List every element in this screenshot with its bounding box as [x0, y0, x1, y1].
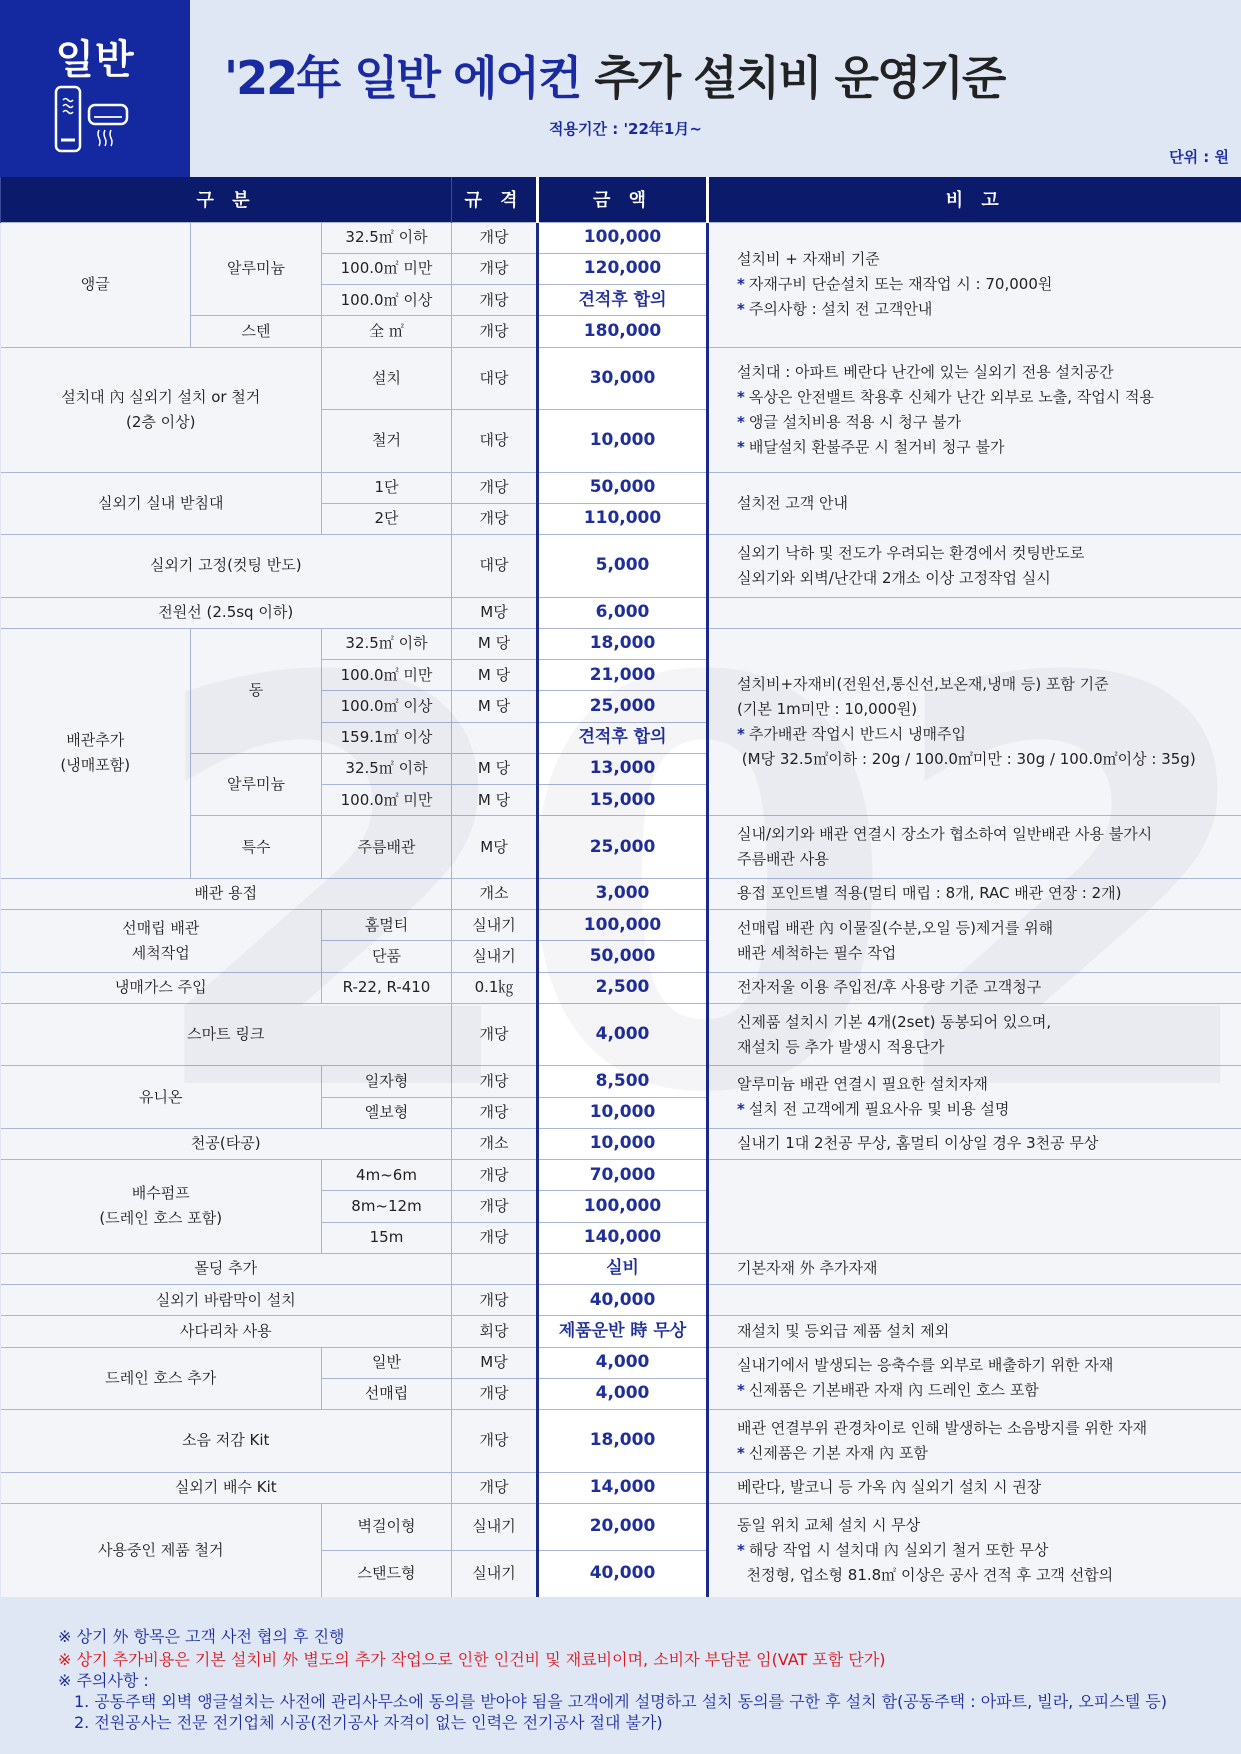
amount-cell: 15,000: [538, 785, 708, 816]
remarks-cell: [708, 816, 1241, 879]
item-cell: 15m: [322, 1222, 452, 1253]
amount-cell: 25,000: [538, 816, 708, 879]
bullet-icon: *: [737, 725, 745, 743]
header-amount: 금 액: [538, 177, 708, 222]
bullet-icon: *: [737, 437, 745, 456]
item-cell: 배관 용접: [1, 878, 452, 909]
item-cell: 실외기 실내 받침대: [1, 472, 322, 535]
remark-line: [737, 722, 1240, 747]
amount-cell: 40,000: [538, 1285, 708, 1316]
remarks-cell: [708, 972, 1241, 1003]
amount-cell: 견적후 합의: [538, 722, 708, 753]
item-cell: 전원선 (2.5sq 이하): [1, 597, 452, 628]
amount-cell: 4,000: [538, 1378, 708, 1409]
unit-cell: 개당: [452, 253, 538, 284]
amount-cell: 30,000: [538, 347, 708, 410]
item-cell: 全 ㎡: [322, 316, 452, 347]
remark-line: 실내기 1대 2천공 무상, 홈멀티 이상일 경우 3천공 무상: [737, 1134, 1099, 1153]
item-cell: 특수: [191, 816, 322, 879]
remarks-cell: [708, 1003, 1241, 1066]
item-cell: 엘보형: [322, 1097, 452, 1128]
unit-cell: 개당: [452, 316, 538, 347]
table-row: [1, 1347, 1241, 1378]
table-row: [1, 1410, 1241, 1473]
item-cell: 8m~12m: [322, 1191, 452, 1222]
header-category: 구 분: [1, 177, 452, 222]
table-row: [1, 1503, 1241, 1550]
amount-cell: 50,000: [538, 941, 708, 972]
table-row: [1, 472, 1241, 503]
footer-notes: [0, 1597, 1241, 1754]
unit-cell: 개당: [452, 1160, 538, 1191]
remarks-cell: [708, 628, 1241, 816]
unit-cell: 개당: [452, 1191, 538, 1222]
amount-cell: 70,000: [538, 1160, 708, 1191]
amount-cell: 21,000: [538, 660, 708, 691]
item-cell: 100.0㎡ 미만: [322, 660, 452, 691]
remark-line: 배관 세척하는 필수 작업: [737, 943, 897, 962]
item-cell: 배관추가 (냉매포함): [1, 628, 191, 878]
remark-line: [737, 1097, 1240, 1122]
table-row: [1, 910, 1241, 941]
table-row: [1, 628, 1241, 659]
unit-cell: 개당: [452, 1285, 538, 1316]
unit-cell: 실내기: [452, 941, 538, 972]
unit-cell: 개당: [452, 503, 538, 534]
remarks-cell: [708, 535, 1241, 598]
footer-caution-item: 1. 공동주택 외벽 앵글설치는 사전에 관리사무소에 동의를 받아야 됨을 고객에게 설명하고 설치 동의를 구한 후 설치 함(공동주택 : 아파트, 빌라, 오피스텔 등): [74, 1692, 1167, 1711]
category-badge: [0, 0, 190, 177]
page-title: [224, 42, 1004, 108]
item-cell: 선매립: [322, 1378, 452, 1409]
amount-cell: 50,000: [538, 472, 708, 503]
unit-cell: 실내기: [452, 910, 538, 941]
item-cell: 천공(타공): [1, 1128, 452, 1159]
amount-cell: 3,000: [538, 878, 708, 909]
unit-cell: 개당: [452, 1097, 538, 1128]
table-row: [1, 1316, 1241, 1347]
title-highlight: '22年 일반 에어컨: [224, 51, 581, 105]
remarks-cell: [708, 1347, 1241, 1410]
unit-cell: 대당: [452, 410, 538, 473]
unit-cell: M 당: [452, 753, 538, 784]
amount-cell: 120,000: [538, 253, 708, 284]
remark-text: 옥상은 안전밸트 착용후 신체가 난간 외부로 노출, 작업시 적용: [748, 387, 1155, 406]
header-band: [0, 0, 1241, 177]
remarks-cell: [708, 1160, 1241, 1254]
header-spec: 규 격: [452, 177, 538, 222]
item-cell: 스텐: [191, 316, 322, 347]
item-cell: 2단: [322, 503, 452, 534]
remark-line: [737, 272, 1240, 297]
remarks-cell: [708, 910, 1241, 973]
unit-cell: 개당: [452, 1066, 538, 1097]
amount-cell: 2,500: [538, 972, 708, 1003]
unit-cell: 개소: [452, 878, 538, 909]
amount-cell: 10,000: [538, 1097, 708, 1128]
item-cell: 실외기 고정(컷팅 반도): [1, 535, 452, 598]
item-cell: 유니온: [1, 1066, 322, 1129]
remarks-cell: [708, 1066, 1241, 1129]
unit-cell: 대당: [452, 535, 538, 598]
table-row: [1, 1066, 1241, 1097]
remark-line: 베란다, 발코니 등 가옥 內 실외기 설치 시 권장: [737, 1478, 1042, 1497]
remark-line: 설치대 : 아파트 베란다 난간에 있는 실외기 전용 설치공간: [737, 362, 1114, 381]
item-cell: 100.0㎡ 미만: [322, 785, 452, 816]
amount-cell: 6,000: [538, 597, 708, 628]
remarks-cell: [708, 1316, 1241, 1347]
item-cell: 알루미늄: [191, 222, 322, 316]
amount-cell: 20,000: [538, 1503, 708, 1550]
amount-cell: 14,000: [538, 1472, 708, 1503]
remarks-cell: [708, 1253, 1241, 1284]
item-cell: 32.5㎡ 이하: [322, 753, 452, 784]
table-row: [1, 1285, 1241, 1316]
item-cell: 주름배관: [322, 816, 452, 879]
table-row: [1, 1472, 1241, 1503]
amount-cell: 4,000: [538, 1003, 708, 1066]
item-cell: R-22, R-410: [322, 972, 452, 1003]
amount-cell: 25,000: [538, 691, 708, 722]
item-cell: 일자형: [322, 1066, 452, 1097]
remark-line: 신제품 설치시 기본 4개(2set) 동봉되어 있으며,: [737, 1012, 1052, 1031]
item-cell: 동: [191, 628, 322, 753]
amount-cell: 10,000: [538, 410, 708, 473]
table-row: [1, 972, 1241, 1003]
remark-line: 설치전 고객 안내: [737, 493, 848, 512]
item-cell: 100.0㎡ 미만: [322, 253, 452, 284]
badge-label: 일반: [55, 37, 135, 83]
header-remarks: 비 고: [708, 177, 1241, 222]
remark-text: 신제품은 기본 자재 內 포함: [748, 1443, 928, 1462]
item-cell: 벽걸이형: [322, 1503, 452, 1550]
remark-line: [737, 1441, 1240, 1466]
remark-line: 설치비+자재비(전원선,통신선,보온재,냉매 등) 포함 기준: [737, 675, 1109, 693]
remark-line: 주름배관 사용: [737, 850, 829, 868]
unit-cell: 개당: [452, 472, 538, 503]
remark-text: 앵글 설치비용 적용 시 청구 불가: [748, 412, 962, 431]
unit-cell: [452, 1253, 538, 1284]
footer-warning: ※ 상기 추가비용은 기본 설치비 外 별도의 추가 작업으로 인한 인건비 및 재료비이며, 소비자 부담분 임(VAT 포함 단가): [58, 1650, 886, 1669]
item-cell: 알루미늄: [191, 753, 322, 816]
table-row: [1, 878, 1241, 909]
remark-text: 설치 전 고객에게 필요사유 및 비용 설명: [748, 1100, 1010, 1118]
item-cell: 100.0㎡ 이상: [322, 691, 452, 722]
item-cell: 사용중인 제품 철거: [1, 1503, 322, 1597]
amount-cell: 18,000: [538, 1410, 708, 1473]
amount-cell: 5,000: [538, 535, 708, 598]
amount-cell: 100,000: [538, 910, 708, 941]
remark-line: 용접 포인트별 적용(멀티 매립 : 8개, RAC 배관 연장 : 2개): [737, 884, 1122, 903]
remark-text: 추가배관 작업시 반드시 냉매주입: [748, 725, 967, 743]
remark-line: 알루미늄 배관 연결시 필요한 설치자재: [737, 1075, 988, 1093]
item-cell: 실외기 바람막이 설치: [1, 1285, 452, 1316]
amount-cell: 제품운반 時 무상: [538, 1316, 708, 1347]
amount-cell: 40,000: [538, 1550, 708, 1597]
remark-text: 자재구비 단순설치 또는 재작업 시 : 70,000원: [748, 275, 1053, 293]
unit-cell: M당: [452, 816, 538, 879]
fee-table: [0, 177, 1241, 1598]
item-cell: 32.5㎡ 이하: [322, 222, 452, 253]
item-cell: 홈멀티: [322, 910, 452, 941]
unit-cell: 개소: [452, 1128, 538, 1159]
table-row: [1, 597, 1241, 628]
effective-period: 적용기간 : '22年1月~: [549, 120, 702, 138]
bullet-icon: *: [737, 1381, 745, 1400]
unit-cell: 개당: [452, 1410, 538, 1473]
table-row: [1, 535, 1241, 598]
remark-line: [737, 1378, 1240, 1403]
amount-cell: 140,000: [538, 1222, 708, 1253]
amount-cell: 100,000: [538, 1191, 708, 1222]
bullet-icon: *: [737, 1540, 745, 1559]
bullet-icon: *: [737, 1100, 745, 1118]
amount-cell: 13,000: [538, 753, 708, 784]
item-cell: 스마트 링크: [1, 1003, 452, 1066]
item-cell: 배수펌프 (드레인 호스 포함): [1, 1160, 322, 1254]
bullet-icon: *: [737, 300, 745, 318]
remark-line: [737, 410, 1240, 435]
remark-line: [737, 297, 1240, 322]
table-row: [1, 1253, 1241, 1284]
remark-line: 선매립 배관 內 이물질(수분,오일 등)제거를 위해: [737, 918, 1054, 937]
footer-note: ※ 상기 外 항목은 고객 사전 협의 후 진행: [58, 1627, 345, 1646]
unit-cell: M 당: [452, 660, 538, 691]
table-body: [1, 222, 1241, 1597]
remark-line: [737, 1538, 1240, 1563]
table-row: [1, 1128, 1241, 1159]
table-row: [1, 1003, 1241, 1066]
unit-cell: M 당: [452, 691, 538, 722]
remarks-cell: [708, 1128, 1241, 1159]
item-cell: 일반: [322, 1347, 452, 1378]
item-cell: 사다리차 사용: [1, 1316, 452, 1347]
currency-unit: 단위 : 원: [1169, 148, 1229, 166]
unit-cell: 0.1㎏: [452, 972, 538, 1003]
remark-line: 실내기에서 발생되는 응축수를 외부로 배출하기 위한 자재: [737, 1356, 1114, 1375]
remark-line: [737, 435, 1240, 460]
remarks-cell: [708, 222, 1241, 347]
remarks-cell: [708, 1503, 1241, 1597]
item-cell: 냉매가스 주입: [1, 972, 322, 1003]
amount-cell: 견적후 합의: [538, 285, 708, 316]
remark-line: 동일 위치 교체 설치 시 무상: [737, 1515, 921, 1534]
item-cell: 설치: [322, 347, 452, 410]
remarks-cell: [708, 1410, 1241, 1473]
bullet-icon: *: [737, 412, 745, 431]
remark-text: 주의사항 : 설치 전 고객안내: [748, 300, 933, 318]
remarks-cell: [708, 1285, 1241, 1316]
unit-cell: 회당: [452, 1316, 538, 1347]
item-cell: 1단: [322, 472, 452, 503]
unit-cell: 개당: [452, 285, 538, 316]
unit-cell: M 당: [452, 785, 538, 816]
remarks-cell: [708, 597, 1241, 628]
item-cell: 앵글: [1, 222, 191, 347]
item-cell: 32.5㎡ 이하: [322, 628, 452, 659]
remark-line: 기본자재 外 추가자재: [737, 1259, 878, 1278]
unit-cell: 개당: [452, 1472, 538, 1503]
table-row: [1, 347, 1241, 410]
remarks-cell: [708, 472, 1241, 535]
unit-cell: [452, 722, 538, 753]
item-cell: 드레인 호스 추가: [1, 1347, 322, 1410]
remark-line: 전자저울 이용 주입전/후 사용량 기준 고객청구: [737, 978, 1042, 997]
table-row: [1, 1160, 1241, 1191]
amount-cell: 8,500: [538, 1066, 708, 1097]
footer-caution-heading: ※ 주의사항 :: [58, 1671, 149, 1690]
remark-line: 재설치 및 등외급 제품 설치 제외: [737, 1321, 950, 1340]
table-header-row: [1, 177, 1241, 222]
bullet-icon: *: [737, 387, 745, 406]
bullet-icon: *: [737, 275, 745, 293]
item-cell: 스탠드형: [322, 1550, 452, 1597]
remark-text: 배달설치 환불주문 시 철거비 청구 불가: [748, 437, 1005, 456]
remark-line: [737, 385, 1240, 410]
remark-line: 실외기 낙하 및 전도가 우려되는 환경에서 컷팅반도로: [737, 543, 1085, 562]
table-row: [1, 222, 1241, 253]
amount-cell: 10,000: [538, 1128, 708, 1159]
unit-cell: 개당: [452, 1378, 538, 1409]
remark-line: 설치비 + 자재비 기준: [737, 250, 880, 268]
item-cell: 선매립 배관 세척작업: [1, 910, 322, 973]
item-cell: 실외기 배수 Kit: [1, 1472, 452, 1503]
remark-line: 실외기와 외벽/난간대 2개소 이상 고정작업 실시: [737, 568, 1051, 587]
remarks-cell: [708, 878, 1241, 909]
remark-line: 실내/외기와 배관 연결시 장소가 협소하여 일반배관 사용 불가시: [737, 825, 1153, 843]
unit-cell: 실내기: [452, 1503, 538, 1550]
unit-cell: 개당: [452, 1003, 538, 1066]
amount-cell: 18,000: [538, 628, 708, 659]
remark-line: 배관 연결부위 관경차이로 인해 발생하는 소음방지를 위한 자재: [737, 1418, 1148, 1437]
remark-text: 해당 작업 시 설치대 內 실외기 철거 또한 무상: [748, 1540, 1049, 1559]
item-cell: 100.0㎡ 이상: [322, 285, 452, 316]
unit-cell: 대당: [452, 347, 538, 410]
item-cell: 몰딩 추가: [1, 1253, 452, 1284]
remark-line: 천정형, 업소형 81.8㎡ 이상은 공사 견적 후 고객 선합의: [737, 1565, 1114, 1584]
amount-cell: 180,000: [538, 316, 708, 347]
amount-cell: 실비: [538, 1253, 708, 1284]
unit-cell: 개당: [452, 1222, 538, 1253]
item-cell: 단품: [322, 941, 452, 972]
item-cell: 철거: [322, 410, 452, 473]
unit-cell: M당: [452, 597, 538, 628]
title-rest: 추가 설치비 운영기준: [594, 51, 1005, 105]
item-cell: 소음 저감 Kit: [1, 1410, 452, 1473]
item-cell: 설치대 內 실외기 설치 or 철거 (2층 이상): [1, 347, 322, 472]
item-cell: 4m~6m: [322, 1160, 452, 1191]
remark-line: (기본 1m미만 : 10,000원): [737, 700, 918, 718]
footer-caution-item: 2. 전원공사는 전문 전기업체 시공(전기공사 자격이 없는 인력은 전기공사 절대 불가): [74, 1713, 663, 1732]
bullet-icon: *: [737, 1443, 745, 1462]
remark-text: 신제품은 기본배관 자재 內 드레인 호스 포함: [748, 1381, 1039, 1400]
amount-cell: 4,000: [538, 1347, 708, 1378]
unit-cell: M당: [452, 1347, 538, 1378]
unit-cell: M 당: [452, 628, 538, 659]
unit-cell: 실내기: [452, 1550, 538, 1597]
remark-line: (M당 32.5㎡이하 : 20g / 100.0㎡미만 : 30g / 100.0㎡이상 : 35g): [737, 750, 1196, 768]
remark-line: 재설치 등 추가 발생시 적용단가: [737, 1037, 945, 1056]
unit-cell: 개당: [452, 222, 538, 253]
amount-cell: 110,000: [538, 503, 708, 534]
remarks-cell: [708, 347, 1241, 472]
amount-cell: 100,000: [538, 222, 708, 253]
remarks-cell: [708, 1472, 1241, 1503]
item-cell: 159.1㎡ 이상: [322, 722, 452, 753]
